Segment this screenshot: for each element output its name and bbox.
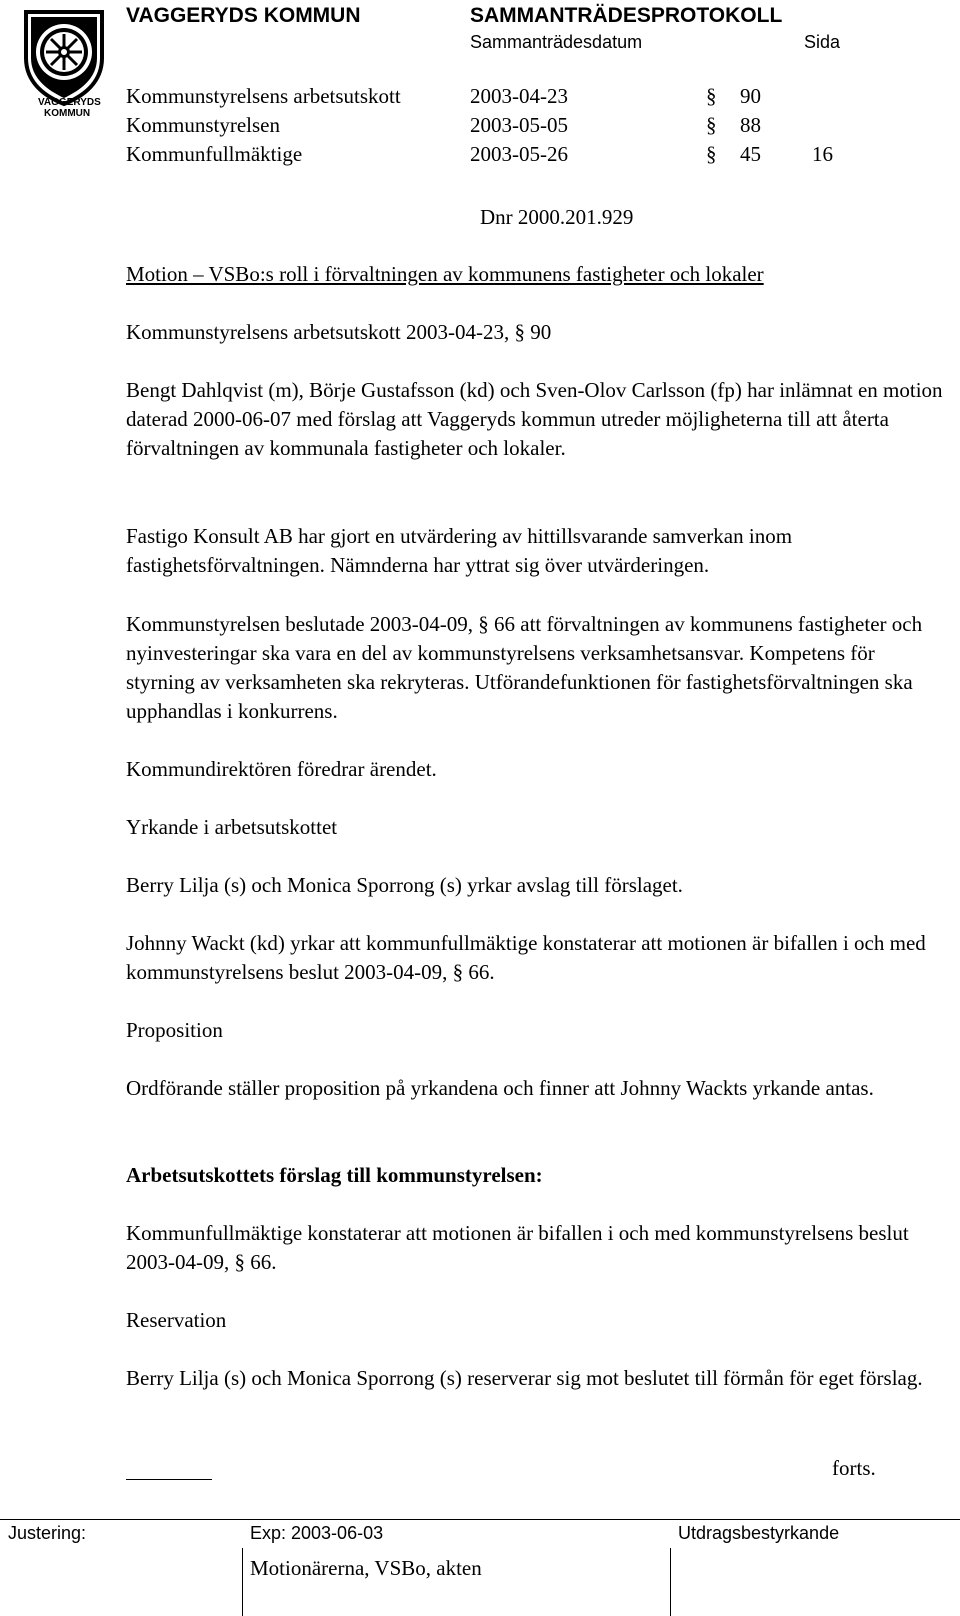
paragraph-motion: Bengt Dahlqvist (m), Börje Gustafsson (kd) och Sven-Olov Carlsson (fp) har inlämnat en motion daterad 2000-06-07 med förslag att Vaggeryds kommun utreder möjligheterna till att återta förvaltningen av kommunala fastigheter och lokaler. bbox=[126, 378, 943, 460]
document-title: Motion – VSBo:s roll i förvaltningen av kommunens fastigheter och lokaler bbox=[126, 262, 764, 286]
heading-motions: Yrkande i arbetsutskottet bbox=[126, 815, 338, 839]
heading-proposition: Proposition bbox=[126, 1018, 223, 1042]
paragraph-motion-reject: Berry Lilja (s) och Monica Sporrong (s) yrkar avslag till förslaget. bbox=[126, 873, 683, 897]
paragraph-sign: § bbox=[706, 84, 717, 108]
paragraph-decision: Kommunstyrelsen beslutade 2003-04-09, § 66 att förvaltningen av kommunens fastigheter och nyinvesteringar ska vara en del av kommunstyrelsens verksamhetsansvar. Kompetens för styrning av verksamheten ska rekryteras. Utförandefunktionen för fastighetsförvaltningen ska upphandlas i konkurrens. bbox=[126, 612, 923, 723]
signature-rule bbox=[126, 1479, 212, 1480]
meeting-date: 2003-04-23 bbox=[470, 84, 568, 108]
paragraph-sign: § bbox=[706, 113, 717, 137]
paragraph-proposition: Ordförande ställer proposition på yrkandena och finner att Johnny Wackts yrkande antas. bbox=[126, 1076, 874, 1100]
paragraph-proposal: Kommunfullmäktige konstaterar att motionen är bifallen i och med kommunstyrelsens beslut 2003-04-09, § 66. bbox=[126, 1221, 909, 1274]
document-type: SAMMANTRÄDESPROTOKOLL bbox=[470, 4, 783, 27]
meeting-body: Kommunfullmäktige bbox=[126, 142, 303, 166]
org-name: VAGGERYDS KOMMUN bbox=[126, 4, 361, 27]
logo-text-line-2: KOMMUN bbox=[44, 108, 91, 119]
page-number: 16 bbox=[812, 142, 833, 166]
meeting-date-label: Sammanträdesdatum bbox=[470, 32, 643, 52]
meeting-body: Kommunstyrelsen bbox=[126, 113, 280, 137]
meeting-date: 2003-05-05 bbox=[470, 113, 568, 137]
paragraph-number: 90 bbox=[740, 84, 761, 108]
heading-reservation: Reservation bbox=[126, 1308, 227, 1332]
continued-label: forts. bbox=[832, 1456, 876, 1480]
meeting-body: Kommunstyrelsens arbetsutskott bbox=[126, 84, 401, 108]
paragraph-evaluation: Fastigo Konsult AB har gjort en utvärdering av hittillsvarande samverkan inom fastighetsförvaltningen. Nämnderna har yttrat sig över utvärderingen. bbox=[126, 524, 793, 577]
paragraph-motion-accept: Johnny Wackt (kd) yrkar att kommunfullmäktige konstaterar att motionen är bifallen i och med kommunstyrelsens beslut 2003-04-09, § 66. bbox=[126, 931, 926, 984]
paragraph-number: 88 bbox=[740, 113, 761, 137]
footer-divider bbox=[0, 1519, 960, 1520]
heading-proposal: Arbetsutskottets förslag till kommunstyrelsen: bbox=[126, 1163, 543, 1187]
paragraph-presenter: Kommundirektören föredrar ärendet. bbox=[126, 757, 437, 781]
paragraph-number: 45 bbox=[740, 142, 761, 166]
page-label: Sida bbox=[804, 32, 841, 52]
justering-label: Justering: bbox=[8, 1523, 87, 1543]
logo-text-line-1: VAGGERYDS bbox=[38, 97, 101, 108]
case-number: Dnr 2000.201.929 bbox=[480, 205, 634, 229]
footer-column-line-right bbox=[670, 1548, 671, 1616]
certification-label: Utdragsbestyrkande bbox=[678, 1523, 840, 1543]
reference-line: Kommunstyrelsens arbetsutskott 2003-04-23, § 90 bbox=[126, 320, 552, 344]
paragraph-reservation: Berry Lilja (s) och Monica Sporrong (s) reserverar sig mot beslutet till förmån för eget förslag. bbox=[126, 1366, 923, 1390]
meeting-date: 2003-05-26 bbox=[470, 142, 568, 166]
recipients: Motionärerna, VSBo, akten bbox=[250, 1556, 482, 1580]
paragraph-sign: § bbox=[706, 142, 717, 166]
expedition-date: Exp: 2003-06-03 bbox=[250, 1523, 384, 1543]
footer-column-line-left bbox=[242, 1548, 243, 1616]
